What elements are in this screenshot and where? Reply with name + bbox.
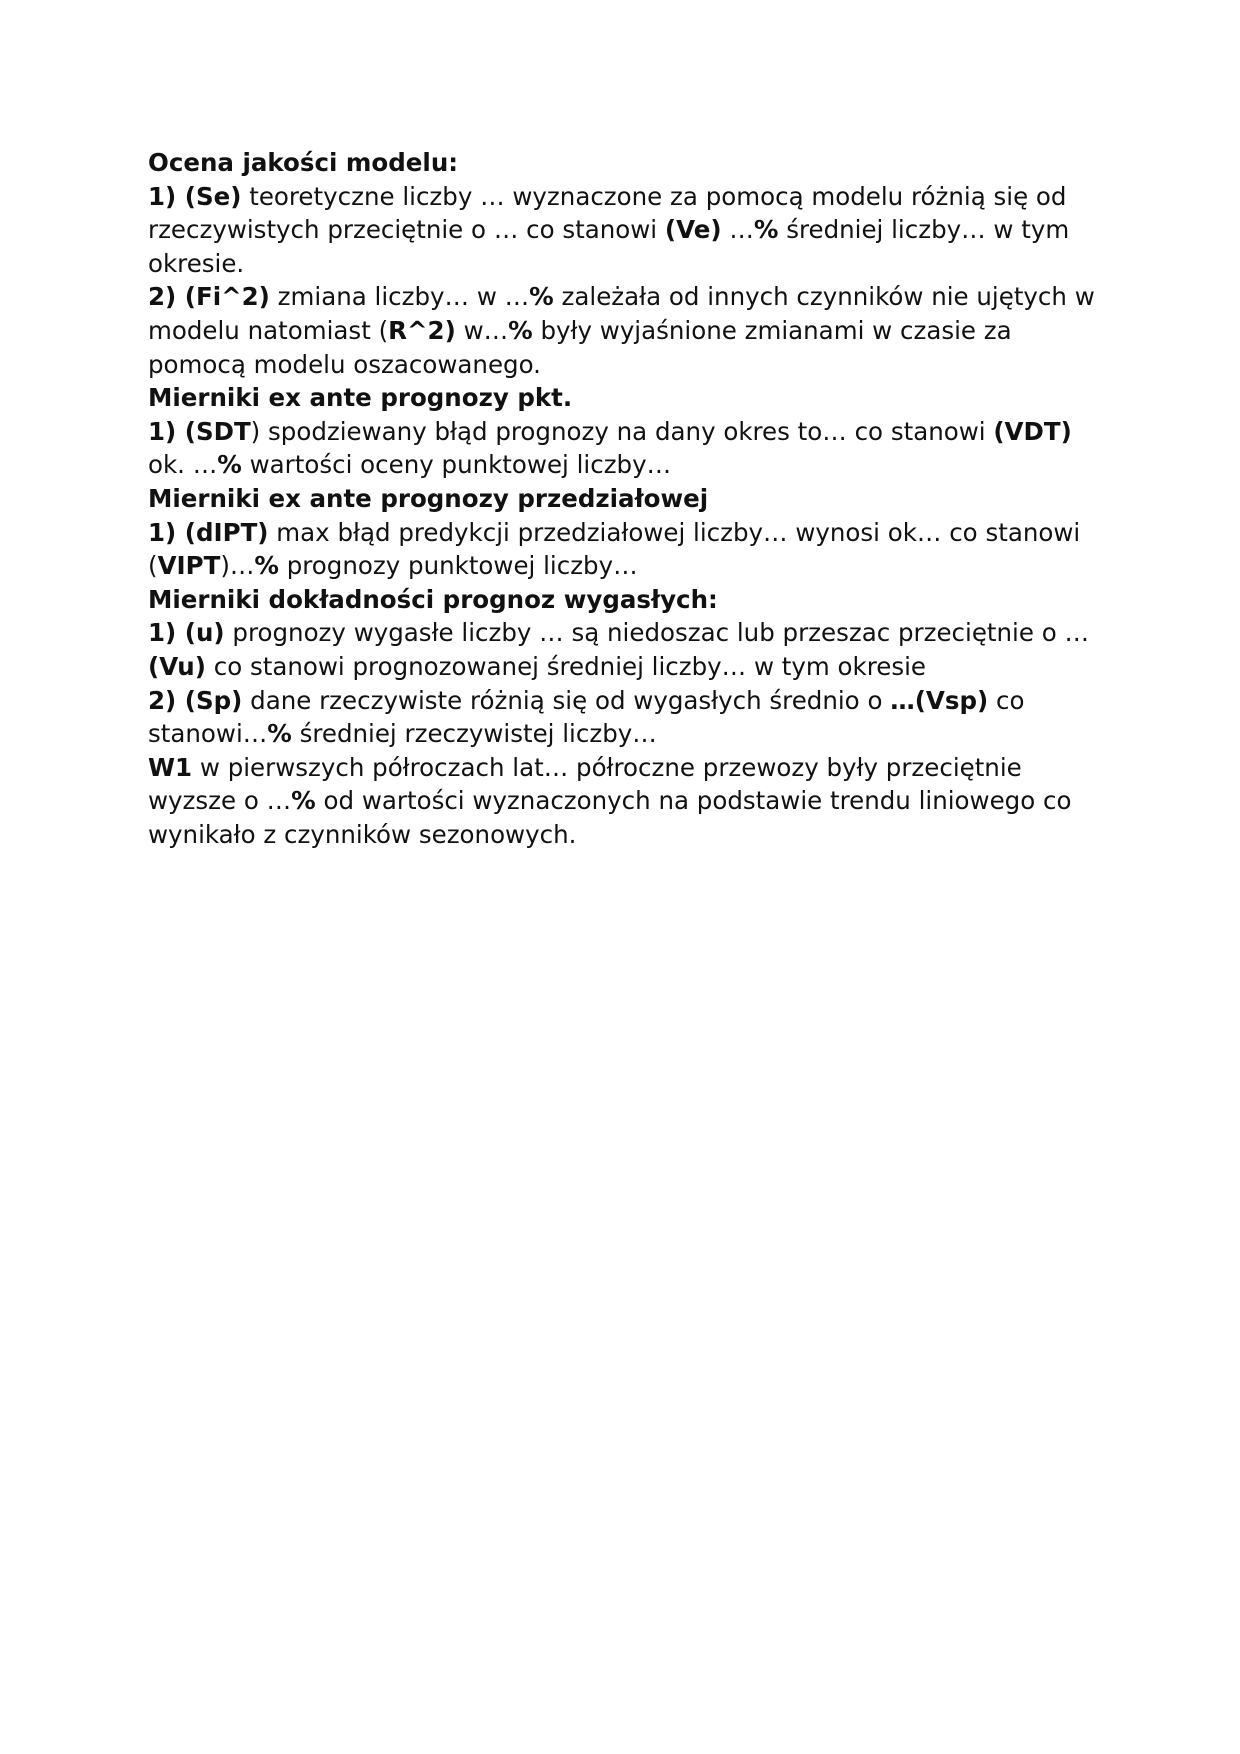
item-text: zależała od innych czynników nie ujętych w modelu natomiast ( bbox=[148, 282, 1095, 345]
section-heading-ocena: Ocena jakości modelu: bbox=[148, 148, 459, 177]
item-bold: % bbox=[254, 551, 279, 581]
item-label: 1) (SDT bbox=[148, 416, 251, 446]
item-sp bbox=[148, 684, 1108, 751]
item-text: teoretyczne liczby … wyznaczone za pomocą modelu różnią się od rzeczywistych przeciętnie o … co stanowi bbox=[148, 181, 1067, 245]
item-text: od wartości wyznaczonych na podstawie trendu liniowego co wynikało z czynników sezonowych. bbox=[148, 786, 1072, 849]
item-label: 2) (Fi^2) bbox=[148, 282, 270, 312]
item-text: zmiana liczby… w … bbox=[269, 282, 530, 312]
item-text: prognozy wygasłe liczby … są niedoszac lub przeszac przeciętnie o … bbox=[224, 618, 1089, 648]
item-bold: (Vu) bbox=[148, 651, 206, 681]
section-heading-ex-ante-przedzialowej: Mierniki ex ante prognozy przedziałowej bbox=[148, 483, 709, 513]
item-label: 1) (dIPT) bbox=[148, 517, 269, 547]
item-bold: VIPT bbox=[157, 551, 221, 581]
item-text: dane rzeczywiste różnią się od wygasłych średnio o bbox=[242, 685, 891, 715]
item-bold: % bbox=[267, 719, 292, 749]
item-label: 1) (Se) bbox=[148, 181, 242, 211]
item-text: )… bbox=[220, 551, 255, 581]
item-text: ) spodziewany błąd prognozy na dany okres to… co stanowi bbox=[250, 416, 994, 446]
section-heading-ex-ante-pkt: Mierniki ex ante prognozy pkt. bbox=[148, 383, 573, 413]
item-text: średniej rzeczywistej liczby… bbox=[291, 719, 657, 749]
item-fi2 bbox=[148, 280, 1108, 381]
item-bold: …(Vsp) bbox=[890, 685, 989, 715]
item-u bbox=[148, 616, 1108, 683]
item-text: prognozy punktowej liczby… bbox=[278, 551, 638, 581]
item-text: wartości oceny punktowej liczby… bbox=[241, 450, 672, 480]
item-text: były wyjaśnione zmianami w czasie za pomocą modelu oszacowanego. bbox=[148, 315, 1012, 379]
item-text: co stanowi… bbox=[148, 685, 1025, 749]
item-label: 2) (Sp) bbox=[148, 685, 243, 715]
item-text: ok. … bbox=[148, 450, 218, 480]
item-se bbox=[148, 180, 1108, 281]
item-bold: % bbox=[753, 215, 779, 245]
item-text: w… bbox=[455, 315, 509, 345]
item-dipt bbox=[148, 516, 1108, 583]
item-label: 1) (u) bbox=[148, 618, 225, 648]
item-sdt bbox=[148, 415, 1108, 482]
item-bold: % bbox=[529, 282, 554, 312]
item-bold: (Ve) bbox=[664, 215, 722, 245]
item-bold: R^2) bbox=[388, 315, 456, 345]
item-w1 bbox=[148, 751, 1108, 852]
item-text: w pierwszych półroczach lat… półroczne przewozy były przeciętnie wyzsze o … bbox=[148, 752, 1022, 816]
item-bold: % bbox=[217, 450, 242, 480]
item-label: W1 bbox=[148, 752, 193, 782]
item-text: średniej liczby… w tym okresie. bbox=[148, 215, 1070, 278]
item-text: max błąd predykcji przedziałowej liczby… wynosi ok… co stanowi ( bbox=[148, 517, 1081, 581]
section-heading-prognoz-wygaslych: Mierniki dokładności prognoz wygasłych: bbox=[148, 584, 718, 614]
document-body bbox=[148, 146, 1108, 851]
item-text: co stanowi prognozowanej średniej liczby… w tym okresie bbox=[205, 651, 926, 681]
item-text: … bbox=[721, 215, 754, 245]
item-bold: (VDT) bbox=[993, 416, 1072, 446]
item-bold: % bbox=[291, 786, 316, 816]
item-bold: % bbox=[508, 315, 533, 345]
